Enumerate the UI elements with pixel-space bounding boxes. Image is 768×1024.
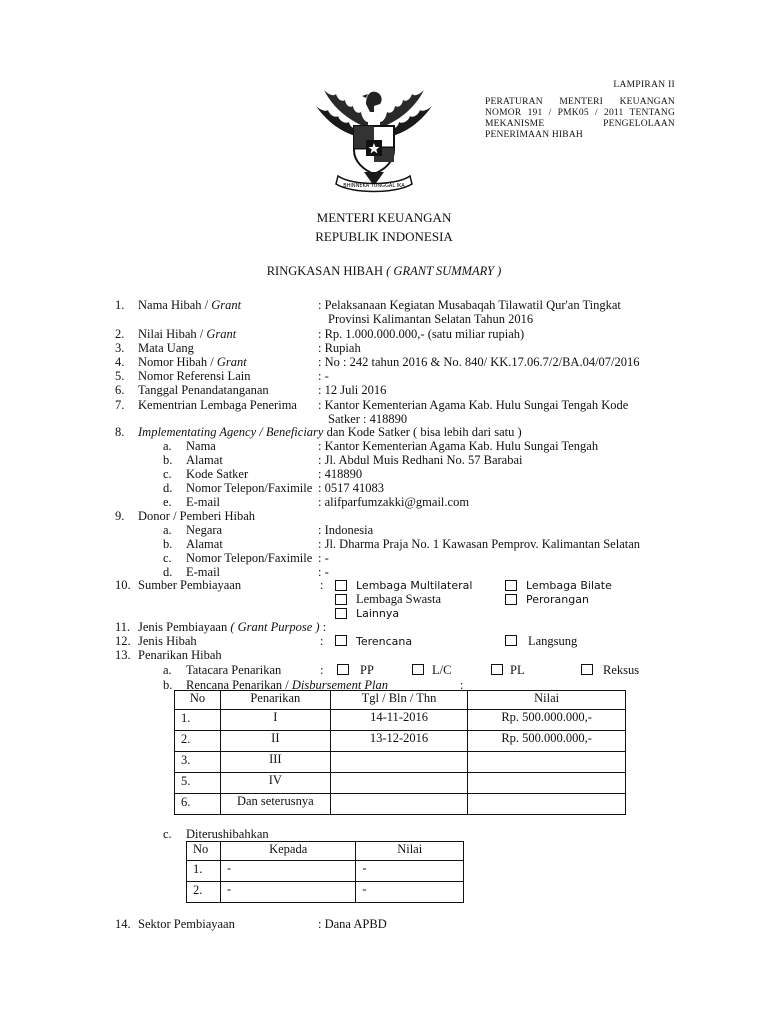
table-cell: - bbox=[220, 882, 355, 903]
table-cell: 5. bbox=[175, 773, 221, 794]
table-cell: 2. bbox=[187, 882, 221, 903]
item-label-grant-number: Nomor Hibah / Grant bbox=[138, 355, 247, 369]
onward-grant-table bbox=[186, 841, 464, 903]
checkbox-planned[interactable] bbox=[335, 635, 347, 646]
item-number: 13. bbox=[115, 648, 131, 662]
lampiran-line: PENERIMAAN HIBAH bbox=[485, 130, 583, 140]
table-header: Nilai bbox=[468, 691, 626, 710]
emblem-ribbon-text: BHINNEKA TUNGGAL IKA bbox=[343, 183, 405, 189]
item-value-reference: : - bbox=[318, 369, 329, 383]
item-value-grant-name: : Pelaksanaan Kegiatan Musabaqah Tilawatil Qur'an Tingkat bbox=[318, 298, 621, 312]
sub-letter: d. bbox=[163, 481, 173, 495]
table-cell: - bbox=[220, 861, 355, 882]
item-number: 2. bbox=[115, 327, 125, 341]
table-cell: 1. bbox=[175, 710, 221, 731]
country-title: REPUBLIK INDONESIA bbox=[315, 229, 453, 244]
item-label-funding-source: Sumber Pembiayaan bbox=[138, 578, 242, 592]
table-cell bbox=[330, 794, 468, 815]
table-header: Nilai bbox=[356, 842, 464, 861]
checkbox-multilateral[interactable] bbox=[335, 580, 347, 591]
table-row bbox=[175, 794, 626, 815]
item-number: 11. bbox=[115, 620, 131, 634]
sub-letter: e. bbox=[163, 495, 172, 509]
item-value-recipient: : Kantor Kementerian Agama Kab. Hulu Sungai Tengah Kode bbox=[318, 398, 629, 412]
item-label-recipient: Kementrian Lembaga Penerima bbox=[138, 398, 297, 412]
sub-letter: d. bbox=[163, 565, 173, 579]
option-label: Lembaga Bilate bbox=[526, 579, 612, 592]
sub-label: Nomor Telepon/Faximile bbox=[186, 481, 313, 495]
option-label: Lembaga Swasta bbox=[356, 592, 442, 606]
document-title-english: ( GRANT SUMMARY ) bbox=[386, 264, 502, 278]
option-label: Lainnya bbox=[356, 607, 400, 620]
colon: : bbox=[320, 634, 324, 648]
table-row bbox=[175, 752, 626, 773]
table-cell: III bbox=[220, 752, 330, 773]
item-value-sector: : Dana APBD bbox=[318, 917, 387, 931]
table-header: Penarikan bbox=[220, 691, 330, 710]
sub-letter: a. bbox=[163, 439, 172, 453]
table-cell: 6. bbox=[175, 794, 221, 815]
table-cell: 13-12-2016 bbox=[330, 731, 468, 752]
sub-label-withdrawal-method: Tatacara Penarikan bbox=[186, 663, 282, 677]
item-value-grant-number: : No : 242 tahun 2016 & No. 840/ KK.17.06.7/2/BA.04/07/2016 bbox=[318, 355, 640, 369]
sub-letter: a. bbox=[163, 663, 172, 677]
sub-value-email: : alifparfumzakki@gmail.com bbox=[318, 495, 470, 509]
option-label: Langsung bbox=[528, 634, 578, 648]
item-label-grant-name: Nama Hibah / Grant bbox=[138, 298, 242, 312]
table-cell bbox=[330, 773, 468, 794]
item-number: 5. bbox=[115, 369, 125, 383]
option-label: L/C bbox=[432, 663, 452, 677]
table-cell: 1. bbox=[187, 861, 221, 882]
option-label: Terencana bbox=[356, 635, 413, 648]
option-label: PP bbox=[360, 663, 374, 677]
table-cell: IV bbox=[220, 773, 330, 794]
option-label: PL bbox=[510, 663, 525, 677]
sub-letter: c. bbox=[163, 467, 172, 481]
sub-value: : Indonesia bbox=[318, 523, 374, 537]
table-cell bbox=[468, 773, 626, 794]
item-value-sign-date: : 12 Juli 2016 bbox=[318, 383, 387, 397]
option-label: Lembaga Multilateral bbox=[356, 579, 473, 592]
table-row bbox=[175, 710, 626, 731]
table-cell: 3. bbox=[175, 752, 221, 773]
item-number: 1. bbox=[115, 298, 125, 312]
sub-label: Alamat bbox=[186, 453, 223, 467]
table-cell: Dan seterusnya bbox=[220, 794, 330, 815]
sub-label: Alamat bbox=[186, 537, 223, 551]
ministry-title: MENTERI KEUANGAN bbox=[316, 210, 452, 225]
table-header-row bbox=[175, 691, 626, 710]
lampiran-title: LAMPIRAN II bbox=[613, 80, 675, 90]
sub-label: E-mail bbox=[186, 495, 221, 509]
sub-value: : - bbox=[318, 565, 329, 579]
sub-letter: a. bbox=[163, 523, 172, 537]
item-number: 9. bbox=[115, 509, 125, 523]
lampiran-reference bbox=[485, 97, 675, 141]
table-cell: Rp. 500.000.000,- bbox=[468, 710, 626, 731]
option-label: Reksus bbox=[603, 663, 640, 677]
table-row bbox=[187, 882, 464, 903]
item-label-donor: Donor / Pemberi Hibah bbox=[138, 509, 255, 523]
checkbox-reksus[interactable] bbox=[581, 664, 593, 675]
table-row bbox=[175, 773, 626, 794]
item-value-currency: : Rupiah bbox=[318, 341, 361, 355]
table-cell: I bbox=[220, 710, 330, 731]
item-value-grant-name-cont: Provinsi Kalimantan Selatan Tahun 2016 bbox=[328, 312, 534, 326]
item-number: 6. bbox=[115, 383, 125, 397]
table-cell: - bbox=[356, 882, 464, 903]
sub-letter: c. bbox=[163, 551, 172, 565]
checkbox-direct[interactable] bbox=[505, 635, 517, 646]
item-label-grant-value: Nilai Hibah / Grant bbox=[138, 327, 237, 341]
sub-value: : - bbox=[318, 551, 329, 565]
lampiran-line: MEKANISME PENGELOLAAN bbox=[485, 119, 675, 129]
lampiran-line: PERATURAN MENTERI KEUANGAN bbox=[485, 97, 675, 107]
colon: : bbox=[320, 578, 324, 592]
sub-label-onward-grant: Diterushibahkan bbox=[186, 827, 269, 841]
sub-value: : Jl. Dharma Praja No. 1 Kawasan Pemprov. Kalimantan Selatan bbox=[318, 537, 641, 551]
item-label-withdrawal: Penarikan Hibah bbox=[138, 648, 222, 662]
item-number: 12. bbox=[115, 634, 131, 648]
table-header-row bbox=[187, 842, 464, 861]
table-cell: Rp. 500.000.000,- bbox=[468, 731, 626, 752]
sub-value: : Kantor Kementerian Agama Kab. Hulu Sungai Tengah bbox=[318, 439, 599, 453]
sub-label: Kode Satker bbox=[186, 467, 249, 481]
sub-letter: b. bbox=[163, 537, 173, 551]
sub-label: Negara bbox=[186, 523, 223, 537]
colon: : bbox=[320, 663, 324, 677]
sub-letter: c. bbox=[163, 827, 172, 841]
option-label: Perorangan bbox=[526, 593, 589, 606]
checkbox-pp[interactable] bbox=[337, 664, 349, 675]
table-header: No bbox=[187, 842, 221, 861]
item-value-recipient-cont: Satker : 418890 bbox=[328, 412, 408, 426]
item-number: 8. bbox=[115, 425, 125, 439]
document-title bbox=[0, 264, 768, 279]
lampiran-line: NOMOR 191 / PMK05 / 2011 TENTANG bbox=[485, 108, 675, 118]
checkbox-individual[interactable] bbox=[505, 594, 517, 605]
sub-label: Nama bbox=[186, 439, 216, 453]
table-row bbox=[175, 731, 626, 752]
table-cell bbox=[330, 752, 468, 773]
checkbox-lc[interactable] bbox=[412, 664, 424, 675]
sub-value: : 0517 41083 bbox=[318, 481, 384, 495]
table-row bbox=[187, 861, 464, 882]
document-title-main: RINGKASAN HIBAH bbox=[266, 264, 387, 278]
table-cell: 2. bbox=[175, 731, 221, 752]
sub-label: Nomor Telepon/Faximile bbox=[186, 551, 313, 565]
table-cell: 14-11-2016 bbox=[330, 710, 468, 731]
checkbox-bilateral[interactable] bbox=[505, 580, 517, 591]
item-value-grant-value: : Rp. 1.000.000.000,- (satu miliar rupiah) bbox=[318, 327, 525, 341]
sub-value: : Jl. Abdul Muis Redhani No. 57 Barabai bbox=[318, 453, 523, 467]
checkbox-pl[interactable] bbox=[491, 664, 503, 675]
sub-label-disbursement-plan: Rencana Penarikan / Disbursement Plan bbox=[186, 678, 389, 692]
item-label-grant-type: Jenis Hibah bbox=[138, 634, 197, 648]
sub-letter: b. bbox=[163, 678, 173, 692]
item-number: 4. bbox=[115, 355, 125, 369]
table-header: No bbox=[175, 691, 221, 710]
table-cell: - bbox=[356, 861, 464, 882]
item-label-grant-purpose: Jenis Pembiayaan ( Grant Purpose ) : bbox=[138, 620, 327, 634]
table-cell bbox=[468, 794, 626, 815]
sub-label: E-mail bbox=[186, 565, 221, 579]
sub-value: : 418890 bbox=[318, 467, 363, 481]
table-header: Kepada bbox=[220, 842, 355, 861]
table-cell: II bbox=[220, 731, 330, 752]
item-label-beneficiary: Implementating Agency / Beneficiary dan Kode Satker ( bisa lebih dari satu ) bbox=[138, 425, 522, 439]
garuda-emblem-icon bbox=[308, 76, 440, 194]
item-label-currency: Mata Uang bbox=[138, 341, 194, 355]
item-number: 7. bbox=[115, 398, 125, 412]
item-label-reference: Nomor Referensi Lain bbox=[138, 369, 251, 383]
sub-letter: b. bbox=[163, 453, 173, 467]
item-label-sign-date: Tanggal Penandatanganan bbox=[138, 383, 269, 397]
item-number: 14. bbox=[115, 917, 131, 931]
disbursement-table bbox=[174, 690, 626, 815]
checkbox-private[interactable] bbox=[335, 594, 347, 605]
item-label-sector: Sektor Pembiayaan bbox=[138, 917, 235, 931]
table-header: Tgl / Bln / Thn bbox=[330, 691, 468, 710]
item-number: 3. bbox=[115, 341, 125, 355]
checkbox-other[interactable] bbox=[335, 608, 347, 619]
table-cell bbox=[468, 752, 626, 773]
item-number: 10. bbox=[115, 578, 131, 592]
colon: : bbox=[460, 678, 464, 692]
